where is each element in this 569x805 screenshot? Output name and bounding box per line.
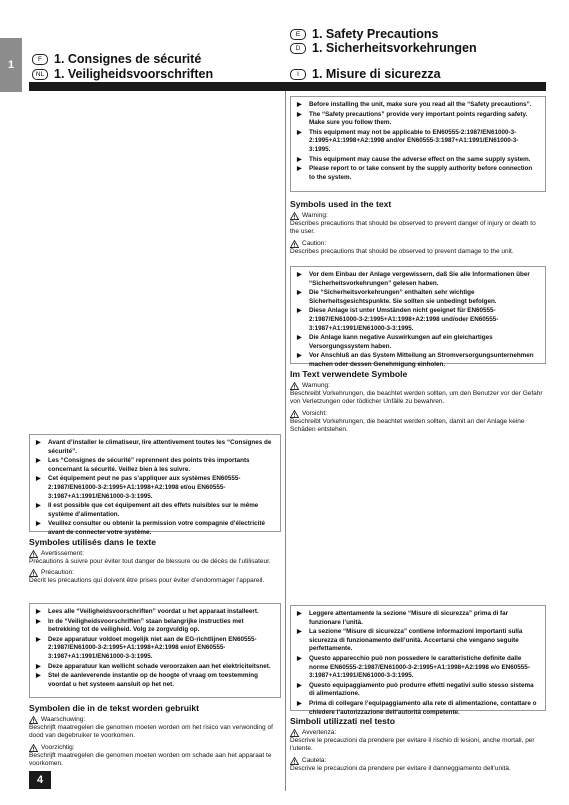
- symbols-section-it: [290, 716, 546, 776]
- warning-label: Waarschuwing:: [29, 716, 281, 724]
- list-item: ▶ Il est possible que cet équipement ait des effets nuisibles sur le même système d’alimentation.: [36, 502, 274, 519]
- list-item: ▶ Avant d’installer le climatiseur, lire attentivement toutes les “Consignes de sécurité”.: [36, 439, 274, 456]
- list-item: ▶ This equipment may not be applicable to EN60555-2:1987/EN61000-3-2:1995+A1:1998+A2:1998 and/or EN60555-3:1987+A1:1991/EN61000-3-3:1995.: [297, 129, 539, 155]
- header-title-de: 1. Sicherheitsvorkehrungen: [312, 41, 477, 55]
- header-title-fr: 1. Consignes de sécurité: [54, 52, 202, 66]
- caution-label: Voorzichtig:: [29, 744, 281, 752]
- caution-text: Beschreibt Vorkehrungen, die beachtet werden sollten, damit an der Anlage keine Schäden entstehen.: [290, 417, 525, 434]
- section-title: Im Text verwendete Symbole: [290, 369, 408, 379]
- language-badge-de: D: [290, 43, 306, 54]
- list-item: ▶ Deze apparatuur voldoet mogelijk niet aan de EG-richtlijnen EN60555-2:1987/EN61000-3-2:1995+A1:1998+A2:1998 en/of EN60555-3:1987+A1:1991/EN61000-3-3:1995.: [36, 636, 274, 662]
- list-item: ▶ Die “Sicherheitsvorkehrungen” enthalten sehr wichtige Sicherheitsgesichtspunkte. Sie sollten sie unbedingt befolgen.: [297, 289, 539, 306]
- warning-triangle-icon: [290, 729, 299, 737]
- section-title: Symbolen die in de tekst worden gebruikt: [29, 703, 199, 713]
- bullet-box-nl: [29, 603, 281, 698]
- warning-triangle-icon: [29, 716, 38, 724]
- caution-text: Décrit les précautions qui doivent être prises pour éviter d’endommager l’appareil.: [29, 577, 265, 585]
- symbols-section-nl: [29, 703, 281, 772]
- header-de: [290, 41, 477, 55]
- caution-triangle-icon: [290, 410, 299, 418]
- caution-text: Descrive le precauzioni da prendere per evitare il danneggiamento dell’unità.: [290, 764, 511, 772]
- warning-text: Beschrijft maatregelen die genomen moeten worden om het risico van verwonding of dood van degebruiker te voorkomen.: [29, 724, 273, 740]
- caution-triangle-icon: [290, 240, 299, 248]
- section-title: Simboli utilizzati nel testo: [290, 716, 396, 726]
- language-badge-nl: NL: [32, 69, 48, 80]
- warning-text: Describes precautions that should be observed to prevent danger of injury or death to the user.: [290, 220, 536, 236]
- warning-triangle-icon: [29, 550, 38, 558]
- caution-triangle-icon: [29, 744, 38, 752]
- list-item: ▶ La sezione “Misure di sicurezza” contiene informazioni importanti sulla sicurezza di funzionamento dell’unità. Accertarsi che vengano seguite perfettamente.: [297, 628, 539, 654]
- warning-label: Avvertenza:: [290, 729, 546, 737]
- column-divider: [285, 91, 286, 791]
- list-item: ▶ Prima di collegare l’equipaggiamento alla rete di alimentazione, contattare o chiedere l’autorizzazione dell’autorità competente.: [297, 700, 539, 717]
- caution-triangle-icon: [29, 569, 38, 577]
- list-item: ▶ Deze apparatuur kan wellicht schade veroorzaken aan het elektriciteitsnet.: [36, 663, 274, 672]
- bullet-box-fr: [29, 434, 281, 536]
- header-title-nl: 1. Veiligheidsvoorschriften: [54, 67, 214, 81]
- warning-label: Warning:: [290, 212, 546, 220]
- chapter-tab: [0, 38, 22, 92]
- list-item: ▶ In de “Veiligheidsvoorschriften” staan belangrijke instructies met betrekking tot de veiligheid. Volg ze zorgvuldig op.: [36, 618, 274, 635]
- warning-text: Précautions à suivre pour éviter tout danger de blessure ou de décès de l’utilisateur.: [29, 558, 271, 565]
- caution-label: Caution:: [290, 240, 546, 248]
- list-item: ▶ Please report to or take consent by the supply authority before connection to the system.: [297, 165, 539, 182]
- header-title-en: 1. Safety Precautions: [312, 27, 439, 41]
- header-title-it: 1. Misure di sicurezza: [312, 67, 441, 81]
- list-item: ▶ Les “Consignes de sécurité” reprennent des points très importants concernant la sécurité. Veillez bien à les suivre.: [36, 457, 274, 474]
- warning-triangle-icon: [290, 382, 299, 390]
- bullet-box-it: [290, 605, 546, 716]
- list-item: ▶ Vor Anschluß an das System Mitteilung an Stromversorgungsunternehmen machen oder dessen Genehmigung einholen.: [297, 352, 539, 369]
- list-item: ▶ Cet équipement peut ne pas s’appliquer aux systèmes EN60555-2:1987/EN61000-3-2:1995+A1:1998+A2:1998 et/ou EN60555-3:1987+A1:1991/EN61000-3-3:1995.: [36, 475, 274, 501]
- list-item: ▶ The “Safety precautions” provide very important points regarding safety. Make sure you follow them.: [297, 111, 539, 128]
- page-number: [29, 771, 51, 789]
- symbols-section-de: [290, 369, 546, 438]
- warning-label: Warnung:: [290, 382, 546, 390]
- bullet-box-de: [290, 266, 546, 368]
- list-item: ▶ Stel de aanleverende instantie op de hoogte of vraag om toestemming voordat u het systeem aansluit op het net.: [36, 672, 274, 689]
- section-title: Symboles utilisés dans le texte: [29, 537, 157, 547]
- caution-label: Précaution:: [29, 569, 281, 577]
- caution-text: Beschrijft maatregelen die genomen moeten worden om schade aan het apparaat te voorkomen.: [29, 751, 272, 768]
- caution-text: Describes precautions that should be observed to prevent damage to the unit.: [290, 247, 514, 255]
- section-title: Symbols used in the text: [290, 199, 392, 209]
- chapter-tab-number: 1: [7, 59, 15, 71]
- language-badge-en: E: [290, 29, 306, 40]
- header-fr: [32, 52, 201, 66]
- symbols-section-en: [290, 199, 546, 259]
- list-item: ▶ This equipment may cause the adverse effect on the same supply system.: [297, 156, 539, 165]
- warning-text: Beschreibt Vorkehrungen, die beachtet werden sollten, um den Benutzer vor der Gefahr von Verletzungen oder tödlicher Unfälle zu bewahren.: [290, 390, 543, 406]
- language-badge-fr: F: [32, 54, 48, 65]
- list-item: ▶ Veuillez consulter ou obtenir la permission votre compagnie d’électricité avant de connecter votre système.: [36, 520, 274, 537]
- warning-text: Descrive le precauzioni da prendere per evitare il rischio di lesioni, anche mortali, per l’utente.: [290, 737, 535, 753]
- header-nl: [32, 67, 213, 81]
- caution-label: Vorsicht:: [290, 410, 546, 418]
- page-number-text: 4: [36, 774, 44, 786]
- list-item: ▶ Vor dem Einbau der Anlage vergewissern, daß Sie alle Informationen über “Sicherheitsvorkehrungen” gelesen haben.: [297, 271, 539, 288]
- header-en: [290, 27, 438, 41]
- list-item: ▶ Before installing the unit, make sure you read all the “Safety precautions”.: [297, 101, 539, 110]
- warning-label: Avertissement:: [29, 550, 281, 558]
- warning-triangle-icon: [290, 212, 299, 220]
- caution-label: Cautela:: [290, 757, 546, 765]
- header-rule: [29, 82, 546, 91]
- language-badge-it: I: [290, 69, 306, 80]
- header-it: [290, 67, 441, 81]
- bullet-box-en: [290, 96, 546, 192]
- symbols-section-fr: [29, 537, 281, 589]
- caution-triangle-icon: [290, 757, 299, 765]
- list-item: ▶ Leggere attentamente la sezione “Misure di sicurezza” prima di far funzionare l’unità.: [297, 610, 539, 627]
- list-item: ▶ Questo equipaggiamento può produrre effetti negativi sullo stesso sistema di alimentazione.: [297, 682, 539, 699]
- list-item: ▶ Lees alle “Veiligheidsvoorschriften” voordat u het apparaat installeert.: [36, 608, 274, 617]
- list-item: ▶ Questo apparecchio può non possedere le caratteristiche definite dalle norme EN60555-2:1987/EN61000-3-2:1995+A1:1998+A2:1998 e/o EN60555-3:1987+A1:1991/EN61000-3-3:1995.: [297, 655, 539, 681]
- list-item: ▶ Diese Anlage ist unter Umständen nicht geeignet für EN60555-2:1987/EN61000-3-2:1995+A1:1998+A2:1998 und/oder EN60555-3:1987+A1:1991/EN61000-3-3:1995.: [297, 307, 539, 333]
- list-item: ▶ Die Anlage kann negative Auswirkungen auf ein gleichartiges Versorgungssystem haben.: [297, 334, 539, 351]
